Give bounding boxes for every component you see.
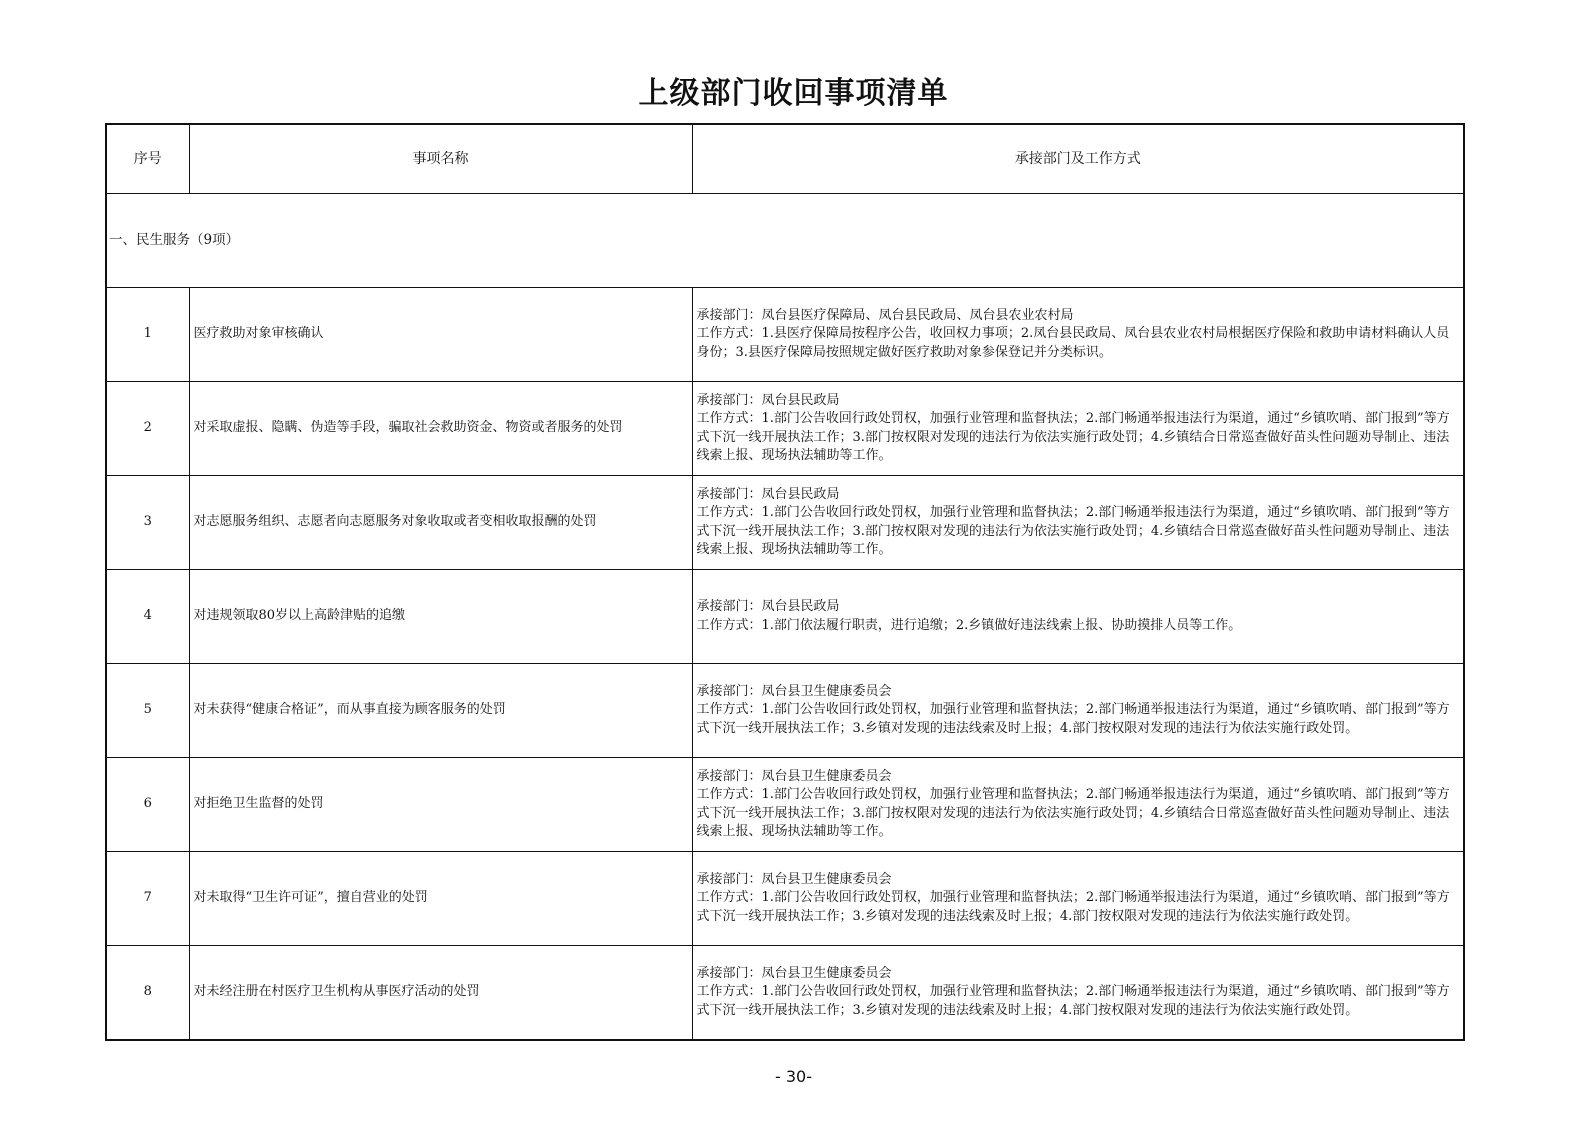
row-dept-method <box>692 758 1464 852</box>
row-seq: 5 <box>106 664 189 758</box>
row-name: 对违规领取80岁以上高龄津贴的追缴 <box>189 570 692 664</box>
row-method: 工作方式：1.部门公告收回行政处罚权，加强行业管理和监督执法；2.部门畅通举报违法行为渠道，通过“乡镇吹哨、部门报到”等方式下沉一线开展执法工作；3.乡镇对发现的违法线索及时上报；4.部门按权限对发现的违法行为依法实施行政处罚。 <box>696 702 1450 736</box>
row-name: 对未获得“健康合格证”，而从事直接为顾客服务的处罚 <box>189 664 692 758</box>
row-method: 工作方式：1.县医疗保障局按程序公告，收回权力事项；2.凤台县民政局、凤台县农业农村局根据医疗保险和救助申请材料确认人员身份；3.县医疗保障局按照规定做好医疗救助对象参保登记并分类标识。 <box>696 326 1450 360</box>
row-name: 对拒绝卫生监督的处罚 <box>189 758 692 852</box>
row-dept: 承接部门：凤台县卫生健康委员会 <box>696 965 892 981</box>
row-seq: 2 <box>106 382 189 476</box>
row-method: 工作方式：1.部门依法履行职责，进行追缴；2.乡镇做好违法线索上报、协助摸排人员等工作。 <box>696 617 1242 633</box>
row-seq: 3 <box>106 476 189 570</box>
row-name: 对志愿服务组织、志愿者向志愿服务对象收取或者变相收取报酬的处罚 <box>189 476 692 570</box>
row-dept: 承接部门：凤台县民政局 <box>696 599 840 614</box>
row-method: 工作方式：1.部门公告收回行政处罚权，加强行业管理和监督执法；2.部门畅通举报违法行为渠道，通过“乡镇吹哨、部门报到”等方式下沉一线开展执法工作；3.乡镇对发现的违法线索及时上报；4.部门按权限对发现的违法行为依法实施行政处罚。 <box>696 984 1450 1018</box>
row-name: 对未经注册在村医疗卫生机构从事医疗活动的处罚 <box>189 946 692 1041</box>
row-dept-method <box>692 570 1464 664</box>
header-dept: 承接部门及工作方式 <box>692 124 1464 194</box>
row-name: 对采取虚报、隐瞒、伪造等手段，骗取社会救助资金、物资或者服务的处罚 <box>189 382 692 476</box>
row-dept: 承接部门：凤台县卫生健康委员会 <box>696 683 892 699</box>
row-dept: 承接部门：凤台县医疗保障局、凤台县民政局、凤台县农业农村局 <box>696 307 1074 323</box>
row-dept: 承接部门：凤台县卫生健康委员会 <box>696 768 892 784</box>
row-dept-method <box>692 382 1464 476</box>
row-method: 工作方式：1.部门公告收回行政处罚权，加强行业管理和监督执法；2.部门畅通举报违法行为渠道，通过“乡镇吹哨、部门报到”等方式下沉一线开展执法工作；3.乡镇对发现的违法线索及时上报；4.部门按权限对发现的违法行为依法实施行政处罚。 <box>696 890 1450 924</box>
page-title: 上级部门收回事项清单 <box>638 76 949 111</box>
row-dept-method <box>692 664 1464 758</box>
section-title: 一、民生服务（9项） <box>106 194 1464 288</box>
row-method: 工作方式：1.部门公告收回行政处罚权，加强行业管理和监督执法；2.部门畅通举报违法行为渠道，通过“乡镇吹哨、部门报到”等方式下沉一线开展执法工作；3.部门按权限对发现的违法行为依法实施行政处罚；4.乡镇结合日常巡查做好苗头性问题劝导制止、违法线索上报、现场执法辅助等工作。 <box>696 411 1450 463</box>
row-seq: 1 <box>106 288 189 382</box>
row-seq: 7 <box>106 852 189 946</box>
row-dept: 承接部门：凤台县民政局 <box>696 392 840 408</box>
table-row <box>106 570 1464 664</box>
row-name: 对未取得“卫生许可证”，擅自营业的处罚 <box>189 852 692 946</box>
page-number: - 30- <box>775 1067 812 1086</box>
items-table <box>105 123 1465 1041</box>
row-seq: 6 <box>106 758 189 852</box>
row-method: 工作方式：1.部门公告收回行政处罚权，加强行业管理和监督执法；2.部门畅通举报违法行为渠道，通过“乡镇吹哨、部门报到”等方式下沉一线开展执法工作；3.部门按权限对发现的违法行为依法实施行政处罚；4.乡镇结合日常巡查做好苗头性问题劝导制止、违法线索上报、现场执法辅助等工作。 <box>696 505 1450 557</box>
table-row <box>106 476 1464 570</box>
table-row <box>106 382 1464 476</box>
table-row <box>106 664 1464 758</box>
row-seq: 4 <box>106 570 189 664</box>
row-dept-method <box>692 852 1464 946</box>
row-dept-method <box>692 288 1464 382</box>
section-row <box>106 194 1464 288</box>
table-row <box>106 288 1464 382</box>
row-method: 工作方式：1.部门公告收回行政处罚权，加强行业管理和监督执法；2.部门畅通举报违法行为渠道，通过“乡镇吹哨、部门报到”等方式下沉一线开展执法工作；3.部门按权限对发现的违法行为依法实施行政处罚；4.乡镇结合日常巡查做好苗头性问题劝导制止、违法线索上报、现场执法辅助等工作。 <box>696 787 1450 839</box>
table-row <box>106 946 1464 1041</box>
row-dept-method <box>692 946 1464 1041</box>
table-header-row <box>106 124 1464 194</box>
row-dept-method <box>692 476 1464 570</box>
row-dept: 承接部门：凤台县民政局 <box>696 486 840 502</box>
row-dept: 承接部门：凤台县卫生健康委员会 <box>696 871 892 887</box>
table-row <box>106 852 1464 946</box>
row-name: 医疗救助对象审核确认 <box>189 288 692 382</box>
table-row <box>106 758 1464 852</box>
header-seq: 序号 <box>106 124 189 194</box>
header-name: 事项名称 <box>189 124 692 194</box>
row-seq: 8 <box>106 946 189 1041</box>
